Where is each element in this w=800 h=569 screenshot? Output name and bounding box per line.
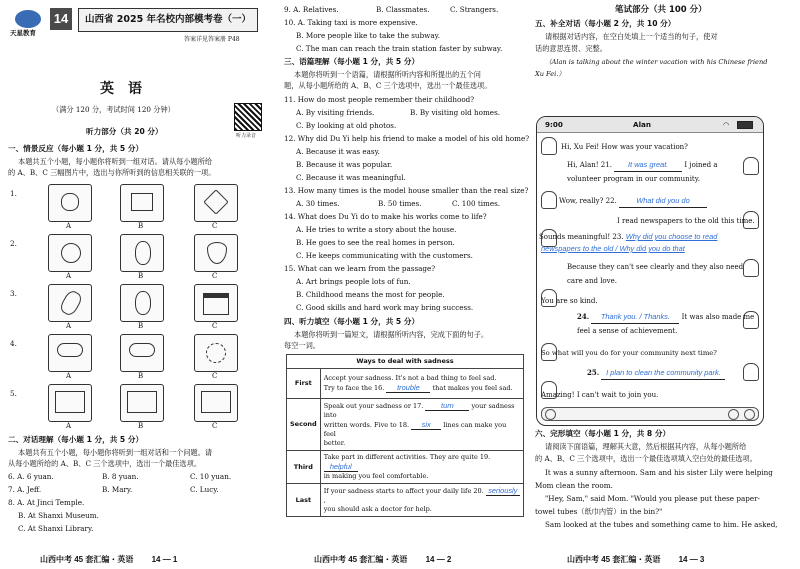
section-3-instruction: 本题你将听到一个语篇，请根据所听内容和所提出的五个问 — [294, 70, 481, 79]
section-5-instruction: 话的意思连贯、完整。 — [535, 44, 607, 53]
question-15: 15. What can we learn from the passage? — [284, 264, 436, 273]
option-b-image[interactable] — [120, 184, 164, 222]
row-content — [320, 399, 523, 451]
table-row — [287, 451, 524, 484]
question-14-option-c[interactable]: C. He keeps communicating with the customers. — [296, 251, 473, 260]
cloud-icon — [57, 343, 83, 357]
footer-3 — [567, 554, 704, 565]
passage-line: Sam looked at the tubes and something came to him. He asked, — [545, 520, 778, 529]
question-14-option-a[interactable]: A. He tries to write a story about the house. — [296, 225, 457, 234]
option-label: B — [138, 372, 144, 380]
option-a-image[interactable] — [48, 334, 92, 372]
picture-question-4 — [8, 334, 262, 380]
avatar-alan — [541, 137, 557, 155]
chat-message-right: care and love. — [567, 277, 617, 285]
message-text: 25. — [587, 368, 600, 377]
option-c-image[interactable] — [194, 384, 238, 422]
brand-name: 天星教育 — [10, 29, 36, 37]
answer-blank-19[interactable]: helpful — [324, 462, 358, 472]
qr-code[interactable] — [234, 103, 262, 131]
column-1 — [0, 0, 262, 569]
option-c-image[interactable] — [194, 334, 238, 372]
option-label: A — [66, 322, 72, 330]
subject-title: 英 语 — [100, 81, 142, 97]
row-text: you should ask a doctor for help. — [323, 505, 432, 513]
option-label: A — [66, 372, 72, 380]
row-content — [320, 484, 523, 517]
question-13: 13. How many times is the model house smaller than the real size? — [284, 186, 529, 195]
row-text: better. — [323, 439, 346, 447]
phone-status-bar — [537, 117, 763, 133]
section-1-instruction: 的 A、B、C 三幅图片中，选出与你所听到的信息相关联的一项。 — [8, 168, 216, 177]
row-text: If your sadness starts to affect your daily life 20. — [323, 487, 484, 495]
option-label: C — [212, 322, 218, 330]
option-label: C — [212, 422, 218, 430]
avatar-xu-fei — [743, 259, 759, 277]
answer-blank-21[interactable]: It was great. — [614, 159, 682, 172]
strawberry-icon — [207, 242, 227, 264]
section-2-instruction: 从每小题所给的 A、B、C 三个选项中，选出一个最佳选项。 — [8, 459, 202, 468]
section-4-instruction: 本题你将听到一篇短文，请根据所听内容，完成下面的句子。 — [294, 330, 489, 339]
question-15-option-c[interactable]: C. Good skills and hard work may bring success. — [296, 303, 474, 312]
answer-blank-17[interactable]: turn — [425, 401, 469, 411]
question-12: 12. Why did Du Yi help his friend to make a model of his old home? — [284, 134, 530, 143]
answer-blank-24[interactable]: Thank you. / Thanks. — [591, 311, 679, 324]
question-10-option-a[interactable]: 10. A. Taking taxi is more expensive. — [284, 18, 418, 27]
chat-contact-name: Alan — [633, 120, 651, 129]
message-text: 24. — [577, 312, 590, 321]
passage-line: towel tubes（纸巾内管）in the bin?" — [535, 507, 663, 516]
pear-icon — [135, 241, 151, 265]
qr-caption: 听力录音 — [236, 133, 257, 139]
section-3-title: 三、语篇理解（每小题 1 分，共 5 分） — [284, 57, 420, 66]
footer-title: 山西中考 45 套汇编・英语 — [40, 555, 134, 564]
message-text: Hi, Alan! 21. — [567, 161, 612, 169]
option-label: B — [138, 322, 144, 330]
row-key: Second — [287, 399, 321, 451]
chat-message-right — [567, 159, 718, 172]
chat-message-right: Because they can't see clearly and they also need — [567, 263, 744, 271]
passage-line: Mom clean the room. — [535, 481, 613, 490]
brand-logo — [10, 10, 46, 40]
avatar-xu-fei — [743, 157, 759, 175]
row-text: your sadness into — [323, 402, 515, 419]
header-banner — [8, 4, 258, 44]
option-label: B — [138, 422, 144, 430]
row-text: Try to face the 16. — [323, 384, 385, 392]
section-1-instruction: 本题共五个小题，每小题你将听到一组对话。请从每小题所给 — [18, 157, 213, 166]
answer-blank-23[interactable]: Why did you choose to read — [625, 232, 718, 241]
chat-message-left: Hi, Xu Fei! How was your vacation? — [561, 143, 688, 151]
cloud-icon — [129, 343, 155, 357]
option-b-image[interactable] — [120, 234, 164, 272]
message-text: Wow, really? 22. — [559, 197, 617, 205]
question-11-option-b[interactable]: B. By visiting old homes. — [410, 108, 501, 117]
library-icon — [201, 391, 231, 413]
option-c-image[interactable] — [194, 234, 238, 272]
logo-icon — [15, 10, 41, 28]
row-text: Speak out your sadness or 17. — [323, 402, 424, 410]
option-b-image[interactable] — [120, 384, 164, 422]
answer-blank-18[interactable]: six — [411, 420, 441, 430]
footer-1 — [40, 554, 177, 565]
answer-blank-25[interactable]: I plan to clean the community park. — [601, 367, 725, 380]
option-c-image[interactable] — [194, 184, 238, 222]
section-5-title: 五、补全对话（每小题 2 分，共 10 分） — [535, 19, 676, 28]
question-15-option-a[interactable]: A. Art brings people lots of fun. — [296, 277, 411, 286]
footer-2 — [314, 554, 451, 565]
row-text: that makes you feel sad. — [432, 384, 513, 392]
option-c-image[interactable] — [194, 284, 238, 322]
question-11-option-c[interactable]: C. By looking at old photos. — [296, 121, 397, 130]
page-number: 14 — 2 — [425, 555, 452, 564]
picture-question-3 — [8, 284, 262, 330]
chat-message-left: So what will you do for your community next time? — [541, 349, 717, 357]
question-number: 4. — [10, 339, 17, 348]
question-7-option-a[interactable]: 7. A. Jeff. — [8, 485, 42, 494]
chat-message-left — [541, 231, 717, 243]
footer-title: 山西中考 45 套汇编・英语 — [314, 555, 408, 564]
answer-blank-22[interactable]: What did you do — [619, 195, 707, 208]
voice-icon[interactable] — [545, 409, 556, 420]
question-13-option-a[interactable]: A. 30 times. — [296, 199, 340, 208]
question-7-option-b[interactable]: B. Mary. — [102, 485, 133, 494]
option-label: B — [138, 272, 144, 280]
option-label: B — [138, 222, 144, 230]
chat-message-right: feel a sense of achievement. — [577, 327, 678, 335]
score-note: （满分 120 分，考试时间 120 分钟） — [52, 105, 175, 114]
question-9-option-c[interactable]: C. Strangers. — [450, 5, 499, 14]
question-10-option-b[interactable]: B. More people like to take the subway. — [296, 31, 440, 40]
wifi-icon: ◠ — [723, 120, 730, 129]
question-6-option-c[interactable]: C. 10 yuan. — [190, 472, 232, 481]
answer-blank-16[interactable]: trouble — [386, 383, 430, 393]
option-label: C — [212, 222, 218, 230]
table-row — [287, 399, 524, 451]
option-label: A — [66, 222, 72, 230]
phone-chat-window — [536, 116, 764, 426]
guitar-icon — [135, 291, 151, 315]
row-key: Third — [287, 451, 321, 484]
row-text: in making you feel comfortable. — [323, 472, 429, 480]
chat-message-right: volunteer program in our community. — [567, 175, 700, 183]
section-4-title: 四、听力填空（每小题 1 分，共 5 分） — [284, 317, 420, 326]
question-6-option-b[interactable]: B. 8 yuan. — [102, 472, 139, 481]
question-6-option-a[interactable]: 6. A. 6 yuan. — [8, 472, 54, 481]
option-a-image[interactable] — [48, 234, 92, 272]
row-text: , — [323, 496, 326, 504]
question-8-option-a[interactable]: 8. A. At Jinci Temple. — [8, 498, 85, 507]
question-13-option-c[interactable]: C. 100 times. — [452, 199, 501, 208]
exam-title: 山西省 2025 年名校内部模考卷（一） — [78, 8, 258, 32]
question-11: 11. How do most people remember their childhood? — [284, 95, 475, 104]
option-label: A — [66, 272, 72, 280]
avatar-xu-fei — [743, 363, 759, 381]
section-6-instruction: 的 A、B、C 三个选项中，选出一个最佳选项填入空白处的最佳选项。 — [535, 454, 757, 463]
passage-line: It was a sunny afternoon. Sam and his sister Lily were helping — [545, 468, 773, 477]
chat-message-left: Amazing! I can't wait to join you. — [541, 391, 659, 399]
question-14: 14. What does Du Yi do to make his works come to life? — [284, 212, 487, 221]
row-text: lines can make you feel — [323, 421, 507, 438]
option-a-image[interactable] — [48, 284, 92, 322]
table-title: Ways to deal with sadness — [287, 355, 524, 369]
section-4-instruction: 每空一词。 — [284, 341, 320, 350]
question-10-option-c[interactable]: C. The man can reach the train station faster by subway. — [296, 44, 503, 53]
picture-question-2 — [8, 234, 262, 280]
phone-time: 9:00 — [545, 120, 563, 129]
option-a-image[interactable] — [48, 184, 92, 222]
question-13-option-b[interactable]: B. 50 times. — [378, 199, 422, 208]
message-text: It was also made me — [681, 313, 755, 321]
picture-question-1 — [8, 184, 262, 230]
apple-icon — [61, 243, 81, 263]
chat-message-left: You are so kind. — [541, 297, 598, 305]
row-content — [320, 369, 523, 399]
question-12-option-c[interactable]: C. Because it was meaningful. — [296, 173, 406, 182]
picture-question-5 — [8, 384, 262, 430]
section-6-title: 六、完形填空（每小题 1 分，共 8 分） — [535, 429, 671, 438]
page-number: 14 — 1 — [151, 555, 178, 564]
chat-message-right — [587, 367, 725, 380]
dialogue-context: Xu Fei.） — [535, 70, 565, 78]
row-key: First — [287, 369, 321, 399]
question-number: 3. — [10, 289, 17, 298]
question-12-option-b[interactable]: B. Because it was popular. — [296, 160, 393, 169]
option-label: C — [212, 372, 218, 380]
question-14-option-b[interactable]: B. He goes to see the real homes in person. — [296, 238, 455, 247]
sun-icon — [206, 343, 226, 363]
battery-icon — [737, 121, 753, 129]
avatar-alan — [541, 191, 557, 209]
question-8-option-c[interactable]: C. At Shanxi Library. — [18, 524, 94, 533]
message-text: Sounds meaningful! 23. — [539, 233, 624, 241]
question-number: 5. — [10, 389, 17, 398]
page-number: 14 — 3 — [678, 555, 705, 564]
question-11-option-a[interactable]: A. By visiting friends. — [296, 108, 375, 117]
message-input-bar[interactable] — [541, 407, 759, 421]
section-3-instruction: 题，从每小题所给的 A、B、C 三个选项中，选出一个最佳选项。 — [284, 81, 492, 90]
section-1-title: 一、情景反应（每小题 1 分，共 5 分） — [8, 144, 144, 153]
option-b-image[interactable] — [120, 334, 164, 372]
section-2-instruction: 本题共有五个小题，每小题你将听到一组对话和一个问题。请 — [18, 448, 213, 457]
question-number: 2. — [10, 239, 17, 248]
chat-message-right: I read newspapers to the old this time. — [617, 217, 755, 225]
question-9-option-a[interactable]: 9. A. Relatives. — [284, 5, 339, 14]
answer-blank-20[interactable]: seriously — [486, 486, 520, 496]
question-8-option-b[interactable]: B. At Shanxi Museum. — [18, 511, 99, 520]
row-text: Accept your sadness. It's not a bad thing to feel sad. — [323, 374, 497, 382]
message-text: I joined a — [684, 161, 718, 169]
option-b-image[interactable] — [120, 284, 164, 322]
violin-icon — [58, 289, 84, 318]
passage-line: "Hey, Sam," said Mom. "Would you please put these paper- — [545, 494, 760, 503]
answer-reference: 答案详见答案册 P48 — [184, 36, 240, 43]
row-content — [320, 451, 523, 484]
row-text: written words. Five to 18. — [323, 421, 410, 429]
row-key: Last — [287, 484, 321, 517]
emoji-icon[interactable] — [728, 409, 739, 420]
section-2-title: 二、对话理解（每小题 1 分，共 5 分） — [8, 435, 144, 444]
chat-message-left — [541, 243, 685, 255]
option-a-image[interactable] — [48, 384, 92, 422]
badge-number: 14 — [50, 8, 72, 30]
section-6-instruction: 请阅读下面语篇，理解其大意，然后根据其内容，从每小题所给 — [545, 442, 747, 451]
question-12-option-a[interactable]: A. Because it was easy. — [296, 147, 380, 156]
kitchen-icon — [127, 391, 157, 413]
answer-blank-23-cont[interactable]: newspapers to the old / Why did you do that — [541, 244, 685, 253]
table-row — [287, 369, 524, 399]
dialogue-context: （Alan is talking about the winter vacation with his Chinese friend — [545, 58, 768, 66]
chat-message-right — [577, 311, 754, 324]
row-text: Take part in different activities. They are quite 19. — [323, 453, 491, 461]
footer-title: 山西中考 45 套汇编・英语 — [567, 555, 661, 564]
option-label: A — [66, 422, 72, 430]
chat-message-left — [559, 195, 707, 208]
sadness-table — [286, 354, 524, 517]
listening-title: 听力部分（共 20 分） — [86, 127, 163, 136]
section-5-instruction: 请根据对话内容，在空白处填上一个适当的句子，使对 — [545, 32, 718, 41]
add-icon[interactable] — [744, 409, 755, 420]
question-15-option-b[interactable]: B. Childhood means the most for people. — [296, 290, 445, 299]
option-label: C — [212, 272, 218, 280]
column-2 — [268, 0, 530, 569]
written-title: 笔试部分（共 100 分） — [615, 5, 707, 15]
table-row — [287, 484, 524, 517]
question-7-option-c[interactable]: C. Lucy. — [190, 485, 219, 494]
question-number: 1. — [10, 189, 17, 198]
classroom-icon — [55, 391, 85, 413]
piano-icon — [203, 293, 229, 315]
question-9-option-b[interactable]: B. Classmates. — [376, 5, 430, 14]
